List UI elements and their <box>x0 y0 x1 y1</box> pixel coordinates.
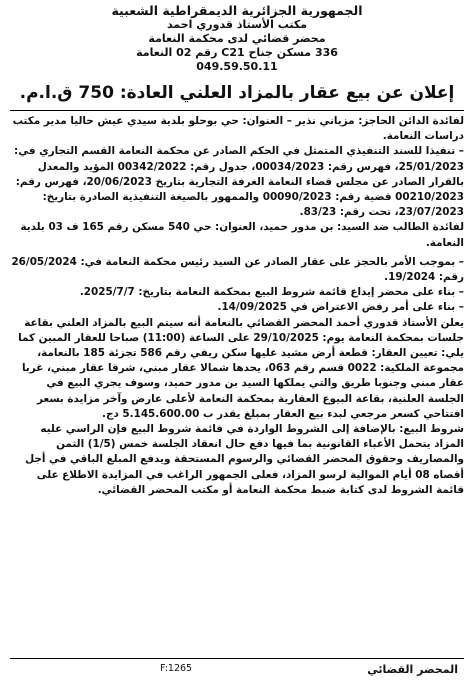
announcement-body <box>10 114 464 498</box>
title-divider <box>10 110 464 111</box>
reference-code: F:1265 <box>160 663 193 674</box>
objection-paragraph: – بناء على أمر رفض الاعتراض في 14/09/2025. <box>217 301 464 314</box>
announcement-footer <box>10 658 464 680</box>
creditor-paragraph: لفائدة الدائن الحاجز: مزياني نذير – العنوان: حي بوحلو بلدية سيدي عيش حاليا مدير مكتب دراسات النعامة. <box>12 115 464 143</box>
deposit-paragraph: – بناء على محضر إيداع قائمة شروط البيع بمحكمة النعامة بتاريخ: 2025/7/7. <box>79 286 464 299</box>
announcement-title: إعلان عن بيع عقار بالمزاد العلني العادة: 750 ق.ا.م. <box>19 83 455 103</box>
enforcement-paragraph: – تنفيذا للسند التنفيذي المتمثل في الحكم الصادر عن محكمة النعامة القسم التجاري في: 25/01/2023، فهرس رقم: 00034/2023، جدول رقم: 00342/2022 المؤيد والمعدل بالقرار الصادر عن مجلس قضاء النعامة الغرفة التجارية بتاريخ 20/06/2023، فهرس رقم: 00210/2023 قضية رقم: 00090/2023 والممهور بالصيغة التنفيذية الصادرة بتاريخ: 23/07/2023، تحت رقم: 83/23. <box>14 145 464 219</box>
sale-notice-paragraph: يعلن الأستاذ قدوري أحمد المحضر القضائي بالنعامة أنه سيتم البيع بالمزاد العلني بقاعة جلسات بمحكمة النعامة يوم: 29/10/2025 على الساعة (11:00) صباحا للعقار المبين كما يلي: تعيين العقار: قطعة أرض مشيد عليها سكن ريفي رقم 586 تجزئة 185 بالنعامة، مجموعة الملكية: 0022 قسم رقم 063، يحدها شمالا عقار مبني، شرقا عقار مبني، غربا عقار مبني وجنوبا طريق والتي يملكها السيد بن مدور حميد، وسوف يجري البيع في الجلسة العلنية، بقاعة البيوع العقارية بمحكمة النعامة لأعلى عارض وآخر مزايدة بسعر افتتاحي كسعر مرجعي لبدء بيع العقار بمبلغ يقدر ب 5.145.600.00 دج. <box>18 316 464 420</box>
office-role: محضر قضائي لدى محكمة النعامة <box>148 32 326 45</box>
bailiff-signature: المحضر القضائي <box>367 663 458 676</box>
office-name: مكتب الأستاذ قدوري احمد <box>166 18 308 31</box>
seizure-order-paragraph: – بموجب الأمر بالحجز على عقار الصادر عن السيد رئيس محكمة النعامة في: 26/05/2024 رقم: 19/2024. <box>11 255 464 284</box>
sale-conditions-paragraph: شروط البيع: بالإضافة إلى الشروط الواردة في قائمة شروط البيع فإن الراسي عليه المزاد يتحمل الأعباء القانونية بما فيها دفع حال انعقاد الجلسة خمس (1/5) الثمن والمصاريف وحقوق المحضر القضائي والرسوم المستحقة ويدفع المبلغ الباقي في أجل أقصاه 08 أيام الموالية لرسو المزاد، فعلى الجمهور الراغب في المزايدة الاطلاع على قائمة الشروط لدى كتابة ضبط محكمة النعامة أو مكتب المحضر القضائي. <box>25 423 464 496</box>
office-phone: 049.59.50.11 <box>196 60 278 73</box>
republic-name: الجمهورية الجزائرية الديمقراطية الشعبية <box>111 3 363 18</box>
office-address: 336 مسكن جناح C21 رقم 02 النعامة <box>136 46 338 59</box>
debtor-paragraph: لفائدة الطالب ضد السيد: بن مدور حميد، العنوان: حي 540 مسكن رقم 165 ف 03 بلدية النعامة. <box>20 221 464 249</box>
office-header <box>10 4 464 74</box>
